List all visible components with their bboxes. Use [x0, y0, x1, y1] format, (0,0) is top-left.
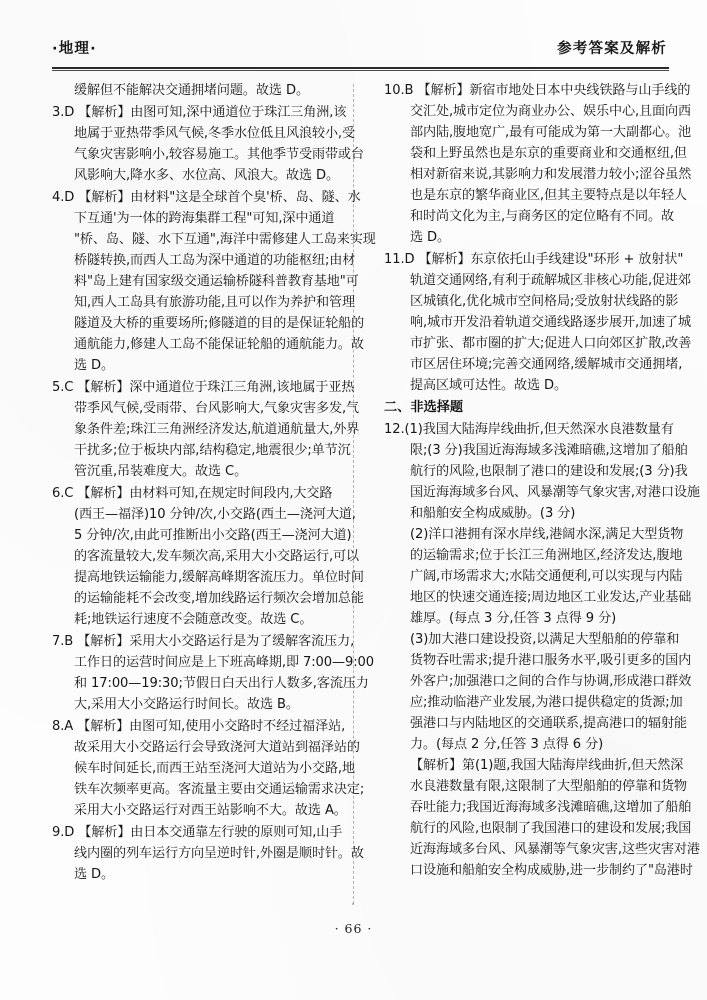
answer-line: 9.D 【解析】由日本交通靠左行驶的原则可知,山手: [52, 825, 343, 840]
answer-line: 候车时间延长,而西王站至浇河大道站为小交路,地: [74, 761, 355, 776]
answer-line: 气象灾害影响小,较容易施工。其他季节受雨带或台: [74, 147, 364, 162]
answer-entry: [52, 377, 360, 482]
answer-line: 5 分钟/次,由此可推断出小交路(西王—浇河大道): [74, 528, 352, 543]
text-columns: [52, 80, 700, 910]
answer-line: 和时尚文化为主,与商务区的定位略有不同。故: [410, 209, 674, 224]
scan-speckle: [352, 903, 354, 905]
answer-line: 11.D 【解析】东京依托山手线建设"环形 + 放射状": [384, 252, 684, 267]
running-head-subject: ·地理·: [52, 41, 97, 57]
header-rule: [52, 67, 669, 71]
running-head-title: 参考答案及解析: [557, 41, 667, 57]
answer-line: 工作日的运营时间应是上下班高峰期,即 7:00—9:00: [74, 655, 375, 670]
answer-entry: [52, 187, 376, 376]
answer-line: 6.C 【解析】由材料可知,在规定时间段内,大交路: [52, 486, 333, 501]
answer-line: 耗;地铁运行速度不会随意改变。故选 C。: [74, 612, 313, 627]
answer-line: 通航能力,修建人工岛不能保证轮船的通航能力。故: [74, 337, 364, 352]
answer-line: 铁车次频率更高。客流量主要由交通运输需求决定;: [74, 782, 365, 797]
answer-line: 选 D。: [74, 358, 115, 373]
answer-entry: [52, 483, 364, 630]
answer-line: 料"岛上建有国家级交通运输桥隧科普教育基地"可: [74, 274, 359, 289]
answer-line: 故采用大小交路运行会导致浇河大道站到福泽站的: [74, 740, 360, 755]
answer-line: 也是东京的繁华商业区,但其主要特点是以年轻人: [410, 188, 687, 203]
answer-line: 缓解但不能解决交通拥堵问题。故选 D。: [74, 83, 309, 98]
answer-line: 风影响大,降水多、水位高、风浪大。故选 D。: [74, 168, 339, 183]
section-heading: 二、非选择题: [384, 400, 464, 415]
page-footer: [0, 918, 707, 937]
answer-entry: [52, 80, 340, 101]
answer-entry: [384, 419, 700, 881]
answer-entry: [52, 102, 364, 186]
answer-line: 近海海域多台风、风暴潮等气象灾害,这些灾害对港: [410, 842, 700, 857]
answer-entry: [52, 822, 364, 885]
answer-line: 部内陆,腹地宽广,最有可能成为第一大副都心。池: [410, 125, 691, 140]
answer-line: 强港口与内陆地区的交通联系,提高港口的辐射能: [410, 716, 687, 731]
answer-line: 10.B 【解析】新宿市地处日本中央线铁路与山手线的: [384, 83, 691, 98]
answer-line: 航行的风险,也限制了港口的建设和发展;(3 分)我: [410, 464, 688, 479]
left-text-column: [52, 80, 376, 910]
answer-entry: [52, 631, 375, 715]
scan-speckle: [98, 128, 100, 130]
answer-line: 区城镇化,优化城市空间格局;受放射状线路的影: [410, 294, 679, 309]
answer-line: 限;(3 分)我国近海海域多浅滩暗礁,这增加了船舶: [410, 443, 688, 458]
answer-line: 口设施和船舶安全构成威胁,进一步制约了"岛港时: [410, 863, 693, 878]
answer-line: 交汇处,城市定位为商业办公、娱乐中心,且面向西: [410, 104, 691, 119]
answer-line: 管沉重,吊装难度大。故选 C。: [74, 464, 248, 479]
answer-line: 选 D。: [74, 867, 115, 882]
right-text-column: [384, 80, 700, 910]
answer-line: "桥、岛、隧、水下互通",海洋中需修建人工岛来实现: [74, 232, 376, 247]
answer-line: 国近海海域多台风、风暴潮等气象灾害,对港口设施: [410, 485, 700, 500]
answer-line: (3)加大港口建设投资,以满足大型船舶的停靠和: [410, 632, 680, 647]
answer-line: 的运输需求;位于长江三角洲地区,经济发达,腹地: [410, 548, 683, 563]
answer-line: 水良港数量有限,这限制了大型船舶的停靠和货物: [410, 779, 687, 794]
answer-entry: [384, 249, 692, 396]
answer-line: (2)洋口港拥有深水岸线,港阔水深,满足大型货物: [410, 527, 684, 542]
answer-line: 8.A 【解析】由图可知,使用小交路时不经过福泽站,: [52, 719, 346, 734]
answer-line: 3.D 【解析】由图可知,深中通道位于珠江三角洲,该: [52, 105, 347, 120]
answer-line: 和 17:00—19:30;节假日白天出行人数多,客流压力: [74, 676, 369, 691]
answer-line: 吞吐能力;我国近海海域多浅滩暗礁,这增加了船舶: [410, 800, 692, 815]
answer-line: (西王—福泽)10 分钟/次,小交路(西土—浇河大道,: [74, 507, 356, 522]
answer-line: 干扰多;位于板块内部,结构稳定,地震很少;单节沉: [74, 443, 351, 458]
answer-line: 隧道及大桥的重要场所;修隧道的目的是保证轮船的: [74, 316, 365, 331]
running-head: [52, 38, 667, 68]
header-rule-thin: [52, 70, 669, 71]
answer-line: 市区居住环境;完善交通网络,缓解城市交通拥堵,: [410, 357, 683, 372]
answer-line: 地区的快速交通连接;周边地区工业发达,产业基础: [410, 590, 692, 605]
header-rule-thick: [52, 67, 669, 69]
answer-line: 7.B 【解析】采用大小交路运行是为了缓解客流压力,: [52, 634, 355, 649]
answer-line: 带季风气候,受雨带、台风影响大,气象灾害多发,气: [74, 401, 360, 416]
answer-line: 【解析】第(1)题,我国大陆海岸线曲折,但天然深: [410, 758, 684, 773]
answer-line: 5.C 【解析】深中通道位于珠江三角洲,该地属于亚热: [52, 380, 355, 395]
answer-line: 市扩张、都市圈的扩大;促进人口向郊区扩散,改善: [410, 336, 692, 351]
page-number: · 66 ·: [334, 921, 373, 936]
answer-line: 12.(1)我国大陆海岸线曲折,但天然深水良港数量有: [384, 422, 674, 437]
answer-line: 的客流量较大,发车频次高,采用大小交路运行,可以: [74, 549, 360, 564]
answer-line: 相对新宿来说,其影响力和发展潜力较小;涩谷虽然: [410, 167, 692, 182]
answer-line: 雄厚。(每点 3 分,任答 3 点得 9 分): [410, 611, 617, 626]
answer-line: 轨道交通网络,有利于疏解城区非核心功能,促进郊: [410, 273, 691, 288]
answer-line: 外客户;加强港口之间的合作与协调,形成港口群效: [410, 674, 692, 689]
answer-line: 地属于亚热带季风气候,冬季水位低且风浪较小,受: [74, 126, 355, 141]
answer-line: 象条件差;珠江三角洲经济发达,航道通航量大,外界: [74, 422, 360, 437]
answer-entry: [384, 80, 692, 248]
answer-line: 袋和上野虽然也是东京的重要商业和交通枢纽,但: [410, 146, 687, 161]
answer-line: 下互通'为一体的跨海集群工程"可知,深中通道: [74, 211, 335, 226]
answer-line: 响,城市开发沿着轨道交通线路逐步展开,加速了城: [410, 315, 691, 330]
answer-line: 应;推动临港产业发展,为港口提供稳定的货源;加: [410, 695, 683, 710]
answer-line: 选 D。: [410, 230, 451, 245]
answer-line: 的运输能耗不会改变,增加线路运行频次会增加总能: [74, 591, 364, 606]
answer-line: 力。(每点 2 分,任答 3 点得 6 分): [410, 737, 604, 752]
answer-line: 4.D 【解析】由材料"这是全球首个臭'桥、岛、隧、水: [52, 190, 361, 205]
answer-line: 知,西人工岛具有旅游功能,且可以作为养护和管理: [74, 295, 355, 310]
answer-line: 桥隧转换,而西人工岛为深中通道的功能枢纽;由材: [74, 253, 356, 268]
answer-line: 线内圈的列车运行方向呈逆时针,外圈是顺时针。故: [74, 846, 364, 861]
answer-entry: [52, 716, 365, 821]
answer-line: 提高地铁运输能力,缓解高峰期客流压力。单位时间: [74, 570, 364, 585]
answer-line: 货物吞吐需求;提升港口服务水平,吸引更多的国内: [410, 653, 692, 668]
answer-line: 和船舶安全构成威胁。(3 分): [410, 506, 576, 521]
answer-line: 提高区域可达性。故选 D。: [410, 378, 567, 393]
answer-line: 采用大小交路运行对西王站影响不大。故选 A。: [74, 803, 347, 818]
answer-line: 广阔,市场需求大;水陆交通便利,可以实现与内陆: [410, 569, 683, 584]
answer-line: 航行的风险,也限制了我国港口的建设和发展;我国: [410, 821, 692, 836]
answer-line: 大,采用大小交路运行时间长。故选 B。: [74, 697, 299, 712]
